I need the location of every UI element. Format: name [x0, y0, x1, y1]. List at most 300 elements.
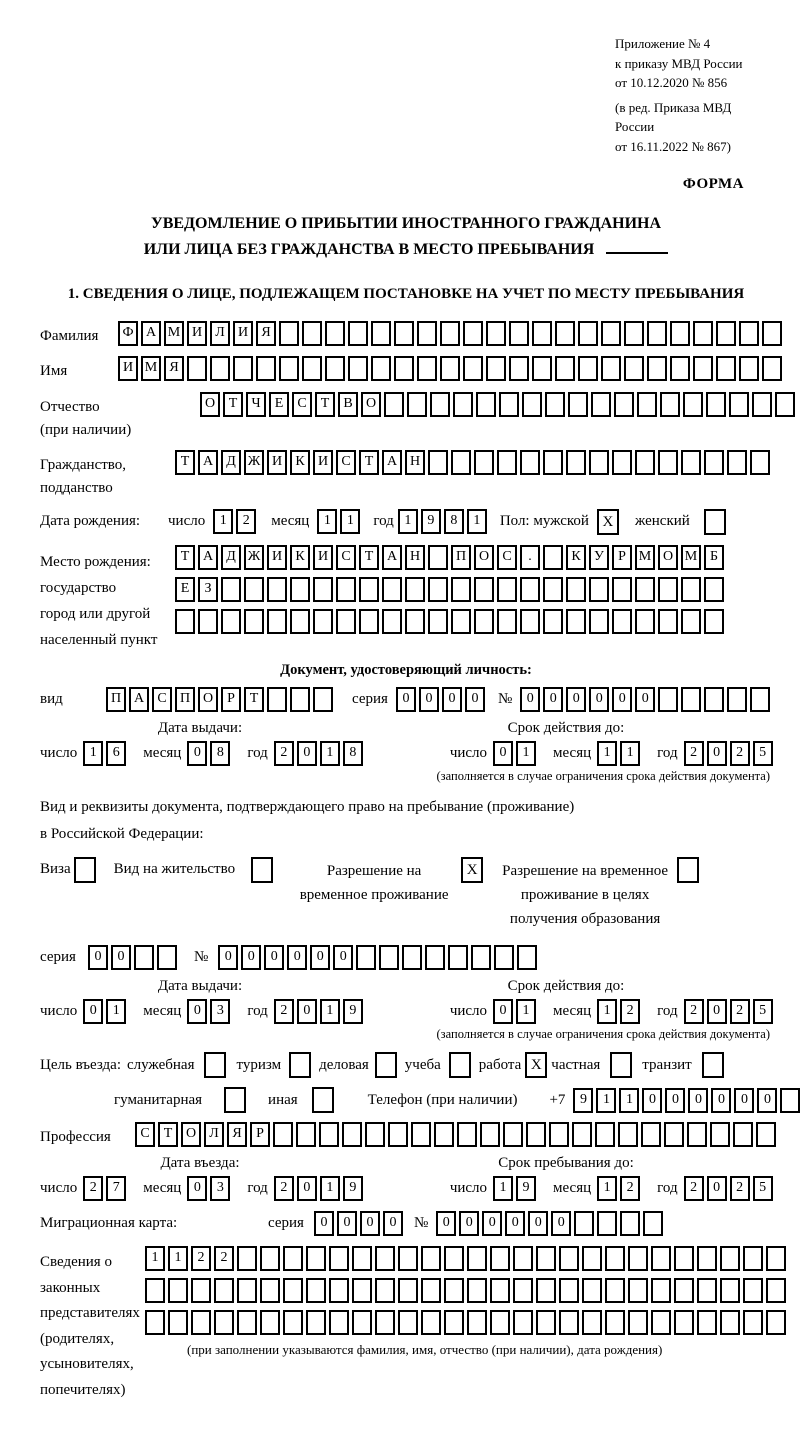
- char-cell[interactable]: С: [152, 687, 172, 712]
- char-cell[interactable]: [543, 545, 563, 570]
- doc-number-input[interactable]: [520, 687, 773, 712]
- char-cell[interactable]: П: [175, 687, 195, 712]
- char-cell[interactable]: [283, 1310, 303, 1335]
- char-cell[interactable]: [589, 577, 609, 602]
- char-cell[interactable]: [290, 687, 310, 712]
- residence-valid-month[interactable]: [597, 999, 643, 1024]
- char-cell[interactable]: И: [313, 450, 333, 475]
- char-cell[interactable]: [474, 577, 494, 602]
- char-cell[interactable]: [612, 577, 632, 602]
- char-cell[interactable]: [214, 1310, 234, 1335]
- char-cell[interactable]: 5: [753, 741, 773, 766]
- char-cell[interactable]: [536, 1310, 556, 1335]
- char-cell[interactable]: П: [106, 687, 126, 712]
- char-cell[interactable]: [221, 577, 241, 602]
- char-cell[interactable]: Т: [158, 1122, 178, 1147]
- char-cell[interactable]: Т: [315, 392, 335, 417]
- char-cell[interactable]: [543, 577, 563, 602]
- char-cell[interactable]: [520, 450, 540, 475]
- char-cell[interactable]: С: [497, 545, 517, 570]
- char-cell[interactable]: 2: [730, 1176, 750, 1201]
- char-cell[interactable]: [612, 609, 632, 634]
- char-cell[interactable]: [145, 1310, 165, 1335]
- char-cell[interactable]: 2: [684, 741, 704, 766]
- char-cell[interactable]: 2: [684, 1176, 704, 1201]
- char-cell[interactable]: Т: [223, 392, 243, 417]
- char-cell[interactable]: [497, 450, 517, 475]
- char-cell[interactable]: 1: [320, 1176, 340, 1201]
- char-cell[interactable]: 0: [734, 1088, 754, 1113]
- char-cell[interactable]: М: [635, 545, 655, 570]
- char-cell[interactable]: 0: [383, 1211, 403, 1236]
- char-cell[interactable]: [490, 1246, 510, 1271]
- char-cell[interactable]: 0: [314, 1211, 334, 1236]
- doc-type-input[interactable]: [106, 687, 336, 712]
- char-cell[interactable]: [628, 1278, 648, 1303]
- char-cell[interactable]: 1: [516, 999, 536, 1024]
- patronymic-input[interactable]: [200, 392, 798, 417]
- char-cell[interactable]: [428, 450, 448, 475]
- name-input[interactable]: [118, 356, 785, 381]
- char-cell[interactable]: 1: [516, 741, 536, 766]
- char-cell[interactable]: [536, 1246, 556, 1271]
- char-cell[interactable]: О: [474, 545, 494, 570]
- identity-valid-month[interactable]: [597, 741, 643, 766]
- char-cell[interactable]: 0: [442, 687, 462, 712]
- char-cell[interactable]: [651, 1246, 671, 1271]
- char-cell[interactable]: 0: [493, 741, 513, 766]
- char-cell[interactable]: Ж: [244, 545, 264, 570]
- char-cell[interactable]: [509, 321, 529, 346]
- char-cell[interactable]: [421, 1278, 441, 1303]
- sex-male-checkbox[interactable]: X: [597, 509, 619, 535]
- char-cell[interactable]: 1: [168, 1246, 188, 1271]
- char-cell[interactable]: [486, 356, 506, 381]
- birthdate-day-input[interactable]: [213, 509, 259, 534]
- char-cell[interactable]: И: [313, 545, 333, 570]
- identity-issue-year[interactable]: [274, 741, 366, 766]
- phone-input[interactable]: [573, 1088, 800, 1113]
- char-cell[interactable]: Ч: [246, 392, 266, 417]
- char-cell[interactable]: С: [135, 1122, 155, 1147]
- residence-valid-day[interactable]: [493, 999, 539, 1024]
- char-cell[interactable]: [428, 577, 448, 602]
- char-cell[interactable]: 0: [297, 741, 317, 766]
- entry-year[interactable]: [274, 1176, 366, 1201]
- char-cell[interactable]: [474, 450, 494, 475]
- char-cell[interactable]: [244, 577, 264, 602]
- stay-month[interactable]: [597, 1176, 643, 1201]
- char-cell[interactable]: [545, 392, 565, 417]
- char-cell[interactable]: [743, 1246, 763, 1271]
- residence-issue-day[interactable]: [83, 999, 129, 1024]
- char-cell[interactable]: [727, 687, 747, 712]
- char-cell[interactable]: [716, 321, 736, 346]
- char-cell[interactable]: [766, 1310, 786, 1335]
- char-cell[interactable]: 6: [106, 741, 126, 766]
- char-cell[interactable]: [306, 1310, 326, 1335]
- char-cell[interactable]: [319, 1122, 339, 1147]
- char-cell[interactable]: [302, 356, 322, 381]
- char-cell[interactable]: [382, 609, 402, 634]
- stay-year[interactable]: [684, 1176, 776, 1201]
- char-cell[interactable]: [693, 321, 713, 346]
- char-cell[interactable]: 0: [707, 999, 727, 1024]
- char-cell[interactable]: [474, 609, 494, 634]
- char-cell[interactable]: [467, 1278, 487, 1303]
- char-cell[interactable]: [513, 1246, 533, 1271]
- char-cell[interactable]: [681, 577, 701, 602]
- identity-valid-day[interactable]: [493, 741, 539, 766]
- char-cell[interactable]: [532, 356, 552, 381]
- char-cell[interactable]: [582, 1278, 602, 1303]
- char-cell[interactable]: 0: [83, 999, 103, 1024]
- purpose-transit-checkbox[interactable]: [702, 1052, 724, 1078]
- char-cell[interactable]: 2: [730, 999, 750, 1024]
- char-cell[interactable]: К: [566, 545, 586, 570]
- char-cell[interactable]: А: [382, 545, 402, 570]
- char-cell[interactable]: [394, 321, 414, 346]
- char-cell[interactable]: 0: [612, 687, 632, 712]
- char-cell[interactable]: [237, 1278, 257, 1303]
- char-cell[interactable]: [486, 321, 506, 346]
- char-cell[interactable]: 0: [459, 1211, 479, 1236]
- char-cell[interactable]: [651, 1278, 671, 1303]
- char-cell[interactable]: [536, 1278, 556, 1303]
- char-cell[interactable]: 2: [274, 999, 294, 1024]
- char-cell[interactable]: [578, 356, 598, 381]
- char-cell[interactable]: [279, 356, 299, 381]
- residence-issue-year[interactable]: [274, 999, 366, 1024]
- char-cell[interactable]: [555, 321, 575, 346]
- char-cell[interactable]: 0: [360, 1211, 380, 1236]
- identity-valid-year[interactable]: [684, 741, 776, 766]
- char-cell[interactable]: [727, 450, 747, 475]
- char-cell[interactable]: Я: [164, 356, 184, 381]
- char-cell[interactable]: Р: [250, 1122, 270, 1147]
- char-cell[interactable]: [267, 609, 287, 634]
- char-cell[interactable]: [674, 1278, 694, 1303]
- char-cell[interactable]: [157, 945, 177, 970]
- char-cell[interactable]: [342, 1122, 362, 1147]
- char-cell[interactable]: 0: [88, 945, 108, 970]
- char-cell[interactable]: 0: [436, 1211, 456, 1236]
- char-cell[interactable]: [716, 356, 736, 381]
- representatives-input-line2[interactable]: [145, 1278, 789, 1303]
- purpose-work-checkbox[interactable]: X: [525, 1052, 547, 1078]
- char-cell[interactable]: [379, 945, 399, 970]
- char-cell[interactable]: [398, 1310, 418, 1335]
- char-cell[interactable]: [405, 609, 425, 634]
- char-cell[interactable]: 1: [597, 1176, 617, 1201]
- purpose-official-checkbox[interactable]: [204, 1052, 226, 1078]
- char-cell[interactable]: 0: [297, 1176, 317, 1201]
- char-cell[interactable]: 3: [210, 999, 230, 1024]
- char-cell[interactable]: [490, 1278, 510, 1303]
- char-cell[interactable]: [568, 392, 588, 417]
- char-cell[interactable]: 1: [320, 999, 340, 1024]
- char-cell[interactable]: 1: [620, 741, 640, 766]
- identity-issue-day[interactable]: [83, 741, 129, 766]
- char-cell[interactable]: [302, 321, 322, 346]
- char-cell[interactable]: [440, 356, 460, 381]
- char-cell[interactable]: [752, 392, 772, 417]
- char-cell[interactable]: К: [290, 450, 310, 475]
- char-cell[interactable]: [398, 1246, 418, 1271]
- char-cell[interactable]: [210, 356, 230, 381]
- migration-number-input[interactable]: [436, 1211, 666, 1236]
- char-cell[interactable]: [467, 1310, 487, 1335]
- visa-checkbox[interactable]: [74, 857, 96, 883]
- char-cell[interactable]: [574, 1211, 594, 1236]
- char-cell[interactable]: [766, 1278, 786, 1303]
- char-cell[interactable]: [674, 1310, 694, 1335]
- char-cell[interactable]: [605, 1278, 625, 1303]
- char-cell[interactable]: 1: [619, 1088, 639, 1113]
- char-cell[interactable]: [549, 1122, 569, 1147]
- char-cell[interactable]: З: [198, 577, 218, 602]
- char-cell[interactable]: [591, 392, 611, 417]
- char-cell[interactable]: И: [233, 321, 253, 346]
- char-cell[interactable]: 2: [620, 1176, 640, 1201]
- char-cell[interactable]: [704, 609, 724, 634]
- char-cell[interactable]: Р: [612, 545, 632, 570]
- char-cell[interactable]: [762, 321, 782, 346]
- char-cell[interactable]: [417, 321, 437, 346]
- char-cell[interactable]: 8: [343, 741, 363, 766]
- char-cell[interactable]: О: [200, 392, 220, 417]
- char-cell[interactable]: 0: [707, 741, 727, 766]
- char-cell[interactable]: [572, 1122, 592, 1147]
- char-cell[interactable]: [566, 450, 586, 475]
- char-cell[interactable]: [440, 321, 460, 346]
- char-cell[interactable]: [451, 577, 471, 602]
- char-cell[interactable]: [589, 450, 609, 475]
- char-cell[interactable]: 1: [467, 509, 487, 534]
- char-cell[interactable]: [448, 945, 468, 970]
- char-cell[interactable]: А: [129, 687, 149, 712]
- char-cell[interactable]: 0: [589, 687, 609, 712]
- char-cell[interactable]: [244, 609, 264, 634]
- char-cell[interactable]: [766, 1246, 786, 1271]
- char-cell[interactable]: [279, 321, 299, 346]
- char-cell[interactable]: [635, 609, 655, 634]
- char-cell[interactable]: [658, 450, 678, 475]
- char-cell[interactable]: 9: [573, 1088, 593, 1113]
- char-cell[interactable]: Ж: [244, 450, 264, 475]
- purpose-study-checkbox[interactable]: [449, 1052, 471, 1078]
- char-cell[interactable]: [605, 1246, 625, 1271]
- char-cell[interactable]: [283, 1278, 303, 1303]
- birthplace-input-line1[interactable]: [175, 545, 727, 570]
- char-cell[interactable]: [352, 1310, 372, 1335]
- char-cell[interactable]: [494, 945, 514, 970]
- char-cell[interactable]: Т: [175, 450, 195, 475]
- char-cell[interactable]: [273, 1122, 293, 1147]
- char-cell[interactable]: [306, 1278, 326, 1303]
- char-cell[interactable]: 0: [310, 945, 330, 970]
- char-cell[interactable]: [296, 1122, 316, 1147]
- char-cell[interactable]: 0: [297, 999, 317, 1024]
- char-cell[interactable]: [405, 577, 425, 602]
- char-cell[interactable]: [384, 392, 404, 417]
- char-cell[interactable]: [520, 577, 540, 602]
- char-cell[interactable]: [417, 356, 437, 381]
- char-cell[interactable]: 8: [444, 509, 464, 534]
- char-cell[interactable]: [497, 609, 517, 634]
- char-cell[interactable]: [382, 577, 402, 602]
- char-cell[interactable]: 0: [241, 945, 261, 970]
- char-cell[interactable]: А: [141, 321, 161, 346]
- residence-number-input[interactable]: [218, 945, 540, 970]
- doc-series-input[interactable]: [396, 687, 488, 712]
- char-cell[interactable]: Я: [227, 1122, 247, 1147]
- char-cell[interactable]: [601, 321, 621, 346]
- char-cell[interactable]: 2: [191, 1246, 211, 1271]
- char-cell[interactable]: 9: [343, 1176, 363, 1201]
- char-cell[interactable]: [451, 450, 471, 475]
- char-cell[interactable]: Н: [405, 545, 425, 570]
- char-cell[interactable]: [582, 1310, 602, 1335]
- char-cell[interactable]: [402, 945, 422, 970]
- char-cell[interactable]: [706, 392, 726, 417]
- char-cell[interactable]: [145, 1278, 165, 1303]
- purpose-other-checkbox[interactable]: [312, 1087, 334, 1113]
- char-cell[interactable]: [647, 321, 667, 346]
- char-cell[interactable]: 2: [620, 999, 640, 1024]
- char-cell[interactable]: 0: [482, 1211, 502, 1236]
- purpose-humanitarian-checkbox[interactable]: [224, 1087, 246, 1113]
- birthplace-input-line3[interactable]: [175, 609, 727, 634]
- char-cell[interactable]: [697, 1278, 717, 1303]
- char-cell[interactable]: [430, 392, 450, 417]
- char-cell[interactable]: [425, 945, 445, 970]
- char-cell[interactable]: 2: [83, 1176, 103, 1201]
- temp-residence-education-checkbox[interactable]: [677, 857, 699, 883]
- char-cell[interactable]: [566, 577, 586, 602]
- char-cell[interactable]: 0: [218, 945, 238, 970]
- char-cell[interactable]: [756, 1122, 776, 1147]
- char-cell[interactable]: Б: [704, 545, 724, 570]
- char-cell[interactable]: [260, 1278, 280, 1303]
- char-cell[interactable]: С: [336, 450, 356, 475]
- char-cell[interactable]: [566, 609, 586, 634]
- char-cell[interactable]: [635, 450, 655, 475]
- char-cell[interactable]: [480, 1122, 500, 1147]
- char-cell[interactable]: [750, 450, 770, 475]
- char-cell[interactable]: [681, 687, 701, 712]
- char-cell[interactable]: 0: [688, 1088, 708, 1113]
- char-cell[interactable]: 0: [493, 999, 513, 1024]
- char-cell[interactable]: [513, 1278, 533, 1303]
- representatives-input-line3[interactable]: [145, 1310, 789, 1335]
- char-cell[interactable]: С: [336, 545, 356, 570]
- migration-series-input[interactable]: [314, 1211, 406, 1236]
- char-cell[interactable]: 1: [320, 741, 340, 766]
- surname-input[interactable]: [118, 321, 785, 346]
- char-cell[interactable]: .: [520, 545, 540, 570]
- char-cell[interactable]: 0: [528, 1211, 548, 1236]
- citizenship-input[interactable]: [175, 450, 773, 475]
- char-cell[interactable]: [313, 577, 333, 602]
- char-cell[interactable]: [329, 1310, 349, 1335]
- char-cell[interactable]: Т: [359, 450, 379, 475]
- char-cell[interactable]: 9: [343, 999, 363, 1024]
- char-cell[interactable]: [520, 609, 540, 634]
- char-cell[interactable]: 1: [145, 1246, 165, 1271]
- char-cell[interactable]: [605, 1310, 625, 1335]
- char-cell[interactable]: [743, 1310, 763, 1335]
- birthdate-month-input[interactable]: [317, 509, 363, 534]
- char-cell[interactable]: [476, 392, 496, 417]
- char-cell[interactable]: 8: [210, 741, 230, 766]
- char-cell[interactable]: [444, 1246, 464, 1271]
- char-cell[interactable]: [313, 609, 333, 634]
- char-cell[interactable]: 1: [317, 509, 337, 534]
- char-cell[interactable]: [620, 1211, 640, 1236]
- char-cell[interactable]: [451, 609, 471, 634]
- char-cell[interactable]: 0: [187, 741, 207, 766]
- char-cell[interactable]: [428, 545, 448, 570]
- char-cell[interactable]: [624, 321, 644, 346]
- char-cell[interactable]: Е: [269, 392, 289, 417]
- char-cell[interactable]: [388, 1122, 408, 1147]
- residence-valid-year[interactable]: [684, 999, 776, 1024]
- char-cell[interactable]: [674, 1246, 694, 1271]
- char-cell[interactable]: [457, 1122, 477, 1147]
- char-cell[interactable]: Т: [359, 545, 379, 570]
- representatives-input-line1[interactable]: [145, 1246, 789, 1271]
- char-cell[interactable]: [375, 1310, 395, 1335]
- char-cell[interactable]: У: [589, 545, 609, 570]
- char-cell[interactable]: [612, 450, 632, 475]
- char-cell[interactable]: [635, 577, 655, 602]
- char-cell[interactable]: [325, 321, 345, 346]
- char-cell[interactable]: [647, 356, 667, 381]
- char-cell[interactable]: [743, 1278, 763, 1303]
- char-cell[interactable]: [352, 1246, 372, 1271]
- char-cell[interactable]: 0: [465, 687, 485, 712]
- char-cell[interactable]: [733, 1122, 753, 1147]
- char-cell[interactable]: С: [292, 392, 312, 417]
- char-cell[interactable]: [237, 1246, 257, 1271]
- char-cell[interactable]: 3: [210, 1176, 230, 1201]
- char-cell[interactable]: 0: [264, 945, 284, 970]
- char-cell[interactable]: 0: [543, 687, 563, 712]
- char-cell[interactable]: [407, 392, 427, 417]
- purpose-business-checkbox[interactable]: [375, 1052, 397, 1078]
- char-cell[interactable]: [762, 356, 782, 381]
- char-cell[interactable]: И: [118, 356, 138, 381]
- char-cell[interactable]: [444, 1310, 464, 1335]
- char-cell[interactable]: [134, 945, 154, 970]
- char-cell[interactable]: [352, 1278, 372, 1303]
- char-cell[interactable]: Д: [221, 450, 241, 475]
- char-cell[interactable]: [559, 1310, 579, 1335]
- char-cell[interactable]: 1: [340, 509, 360, 534]
- char-cell[interactable]: [463, 321, 483, 346]
- char-cell[interactable]: [687, 1122, 707, 1147]
- char-cell[interactable]: [509, 356, 529, 381]
- char-cell[interactable]: [681, 609, 701, 634]
- char-cell[interactable]: [499, 392, 519, 417]
- char-cell[interactable]: [628, 1246, 648, 1271]
- char-cell[interactable]: Л: [204, 1122, 224, 1147]
- char-cell[interactable]: 9: [516, 1176, 536, 1201]
- char-cell[interactable]: 0: [419, 687, 439, 712]
- char-cell[interactable]: 0: [396, 687, 416, 712]
- char-cell[interactable]: Е: [175, 577, 195, 602]
